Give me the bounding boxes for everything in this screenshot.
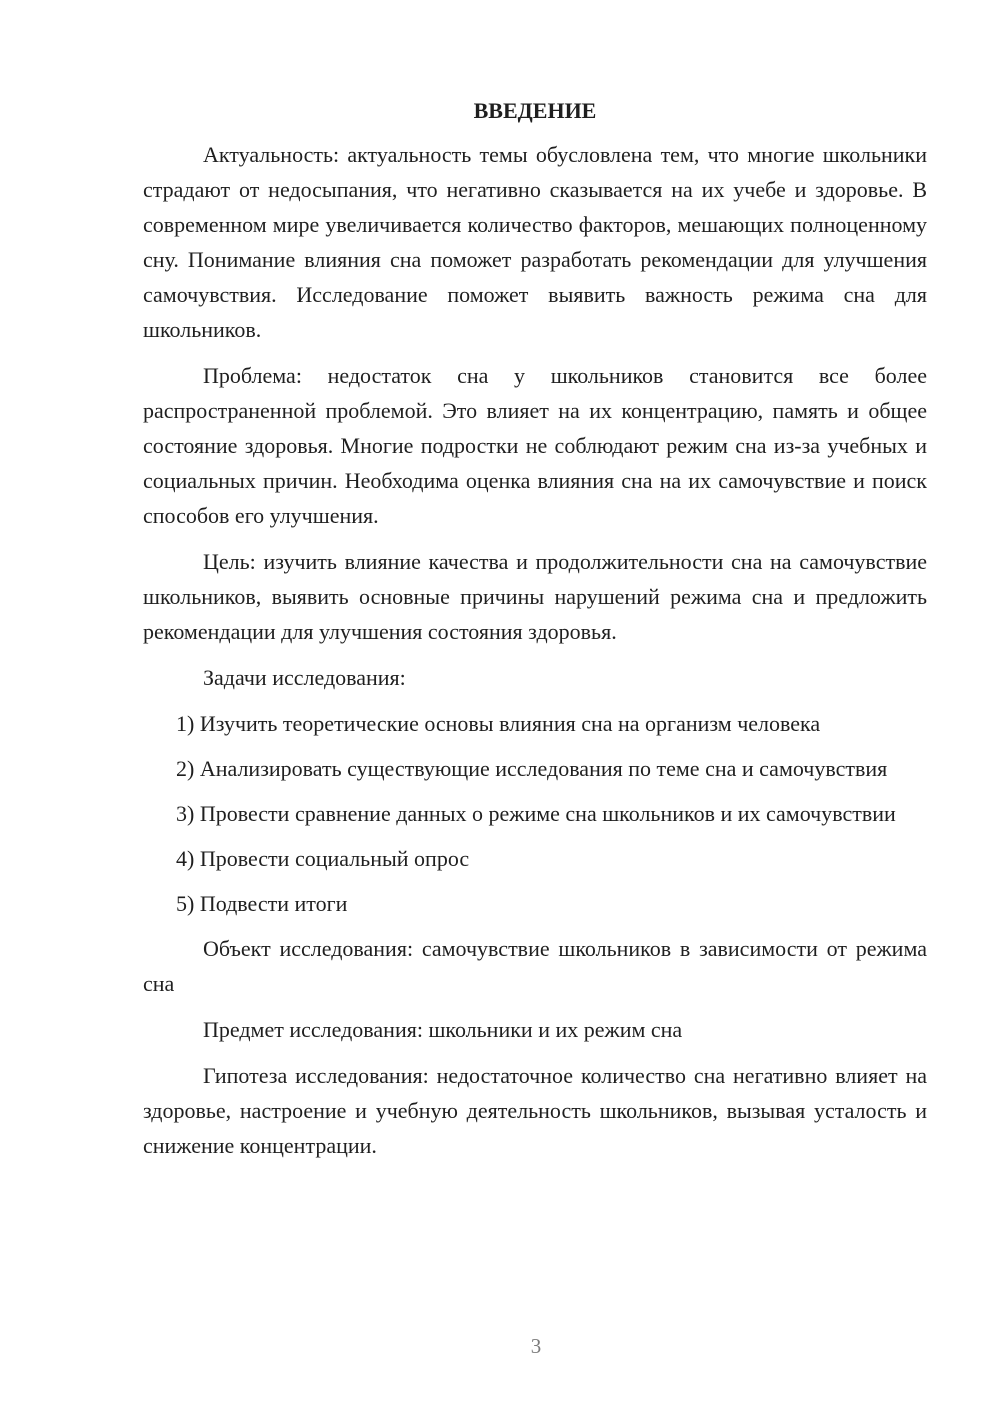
tasks-heading: Задачи исследования: <box>203 665 406 690</box>
object-paragraph: Объект исследования: самочувствие школьников в зависимости от режима сна <box>143 936 927 996</box>
task-item: 1) Изучить теоретические основы влияния сна на организм человека <box>176 711 821 736</box>
task-item: 4) Провести социальный опрос <box>176 846 470 871</box>
tasks-list <box>143 706 927 921</box>
page-content <box>143 98 927 1174</box>
task-item: 2) Анализировать существующие исследования по теме сна и самочувствия <box>176 756 888 781</box>
goal-paragraph: Цель: изучить влияние качества и продолжительности сна на самочувствие школьников, выявить основные причины нарушений режима сна и предложить рекомендации для улучшения состояния здоровья. <box>143 549 927 644</box>
task-item: 5) Подвести итоги <box>176 891 348 916</box>
hypothesis-paragraph: Гипотеза исследования: недостаточное количество сна негативно влияет на здоровье, настроение и учебную деятельность школьников, вызывая усталость и снижение концентрации. <box>143 1063 927 1158</box>
task-item: 3) Провести сравнение данных о режиме сна школьников и их самочувствии <box>176 801 896 826</box>
page-title: ВВЕДЕНИЕ <box>473 98 597 123</box>
problem-paragraph: Проблема: недостаток сна у школьников становится все более распространенной проблемой. Это влияет на их концентрацию, память и общее состояние здоровья. Многие подростки не соблюдают режим сна из-за учебных и социальных причин. Необходима оценка влияния сна на их самочувствие и поиск способов его улучшения. <box>143 363 927 528</box>
relevance-paragraph: Актуальность: актуальность темы обусловлена тем, что многие школьники страдают от недосыпания, что негативно сказывается на их учебе и здоровье. В современном мире увеличивается количество факторов, мешающих полноценному сну. Понимание влияния сна поможет разработать рекомендации для улучшения самочувствия. Исследование поможет выявить важность режима сна для школьников. <box>143 142 927 342</box>
page-number: 3 <box>530 1334 542 1358</box>
subject-paragraph: Предмет исследования: школьники и их режим сна <box>203 1017 683 1042</box>
